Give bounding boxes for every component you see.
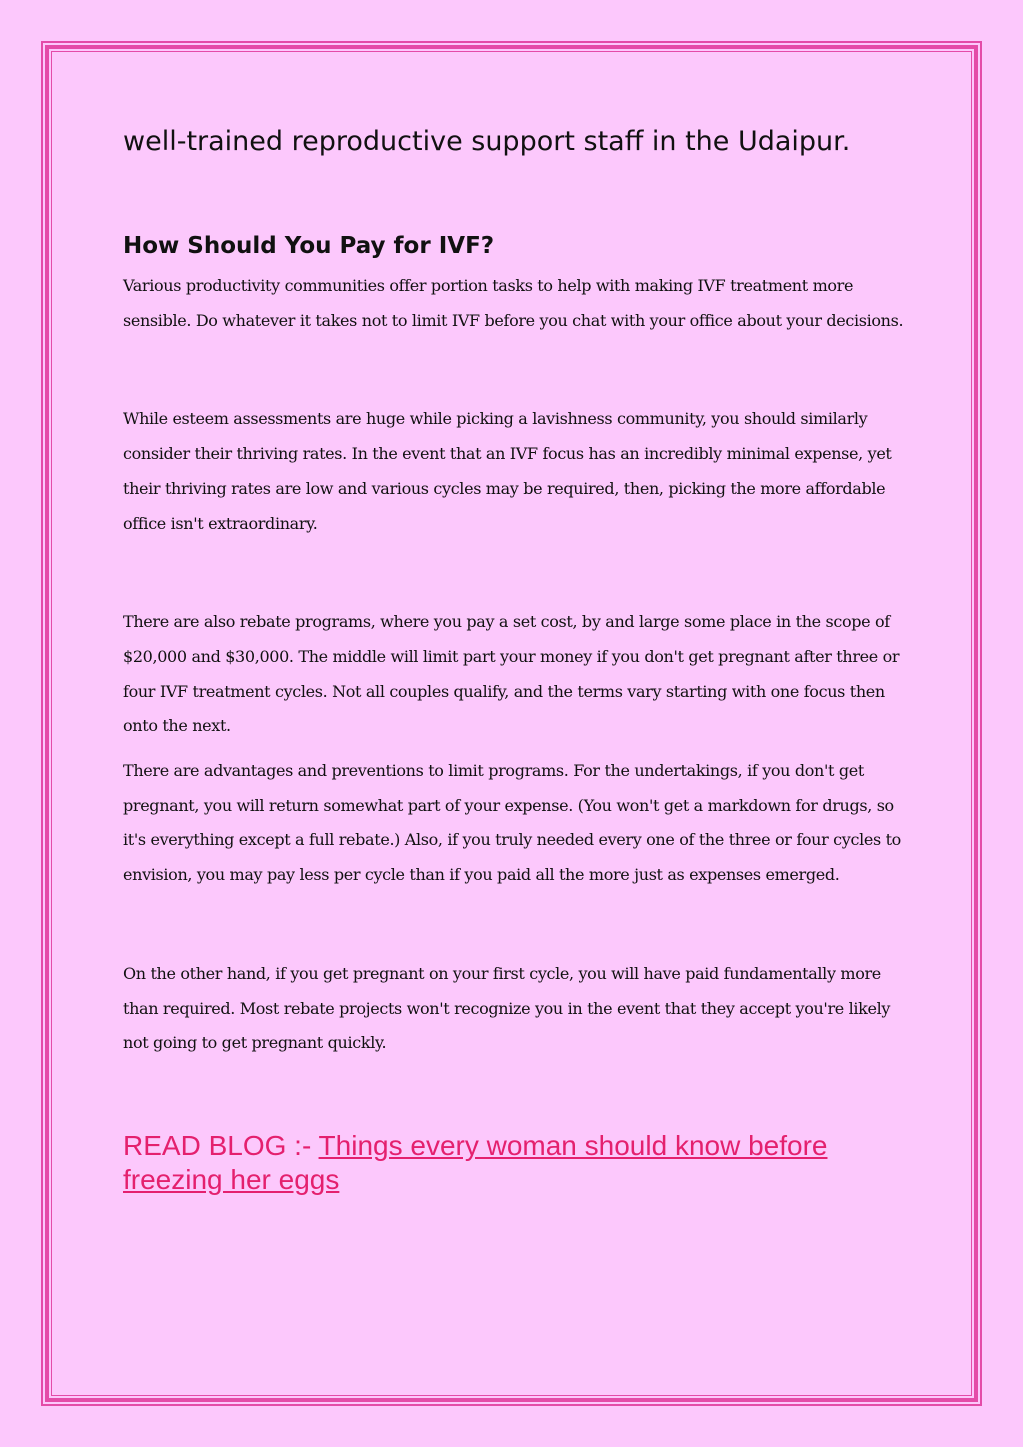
paragraph: Various productivity communities offer portion tasks to help with making IVF treatment more sensible. Do whatever it takes not to limit IVF before you chat with your office about your decisions. [123, 276, 904, 330]
section-heading: How Should You Pay for IVF? [123, 233, 495, 259]
read-blog-link[interactable]: Things every woman should know before freezing her eggs [123, 1129, 828, 1195]
read-blog-label: READ BLOG :- [123, 1129, 319, 1161]
document-body [123, 118, 913, 1197]
paragraph: There are advantages and preventions to limit programs. For the undertakings, if you don't get pregnant, you will return somewhat part of your expense. (You won't get a markdown for drugs, so it's everything except a full rebate.) Also, if you truly needed every one of the three or four cycles to envision, you may pay less per cycle than if you paid all the more just as expenses emerged. [123, 761, 901, 885]
paragraph: There are also rebate programs, where you pay a set cost, by and large some place in the scope of $20,000 and $30,000. The middle will limit part your money if you don't get pregnant after three or four IVF treatment cycles. Not all couples qualify, and the terms vary starting with one focus then onto the next. [123, 612, 900, 736]
paragraph: On the other hand, if you get pregnant on your first cycle, you will have paid fundamentally more than required. Most rebate projects won't recognize you in the event that they accept you're likely not going to get pregnant quickly. [123, 963, 891, 1053]
lead-text: well-trained reproductive support staff in the Udaipur. [123, 126, 851, 157]
read-blog-callout [123, 1129, 913, 1197]
paragraph: While esteem assessments are huge while picking a lavishness community, you should similarly consider their thriving rates. In the event that an IVF focus has an incredibly minimal expense, yet their thriving rates are low and various cycles may be required, then, picking the more affordable office isn't extraordinary. [123, 409, 892, 533]
